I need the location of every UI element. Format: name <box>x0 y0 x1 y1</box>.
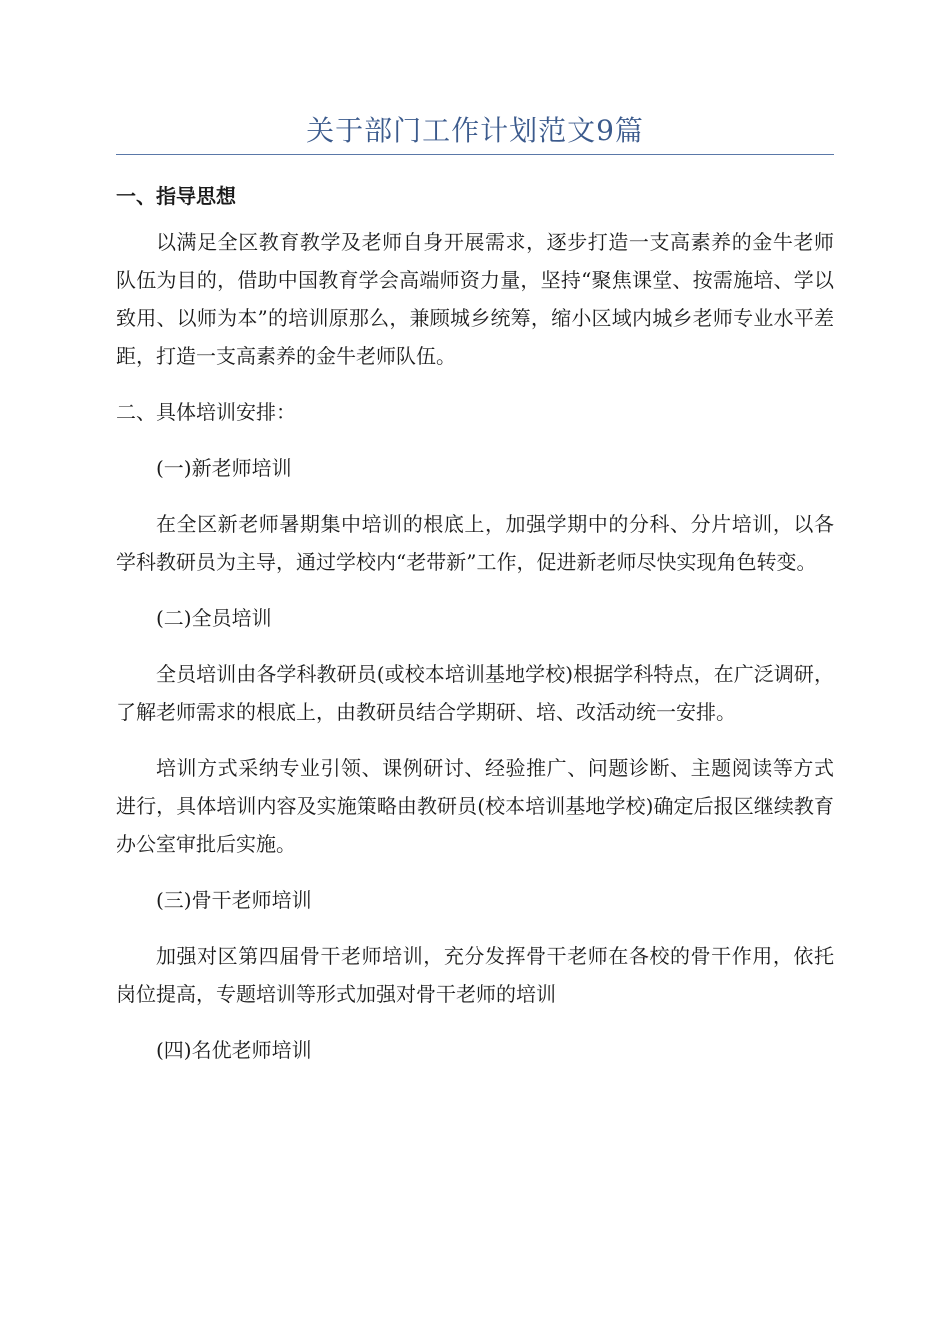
subheading-new-teacher-training: (一)新老师培训 <box>156 456 292 480</box>
subheading-excellent-teacher-training: (四)名优老师培训 <box>156 1038 312 1062</box>
paragraph-backbone-teacher-training: 加强对区第四届骨干老师培训，充分发挥骨干老师在各校的骨干作用，依托岗位提高，专题培训等形式加强对骨干老师的培训 <box>116 944 834 1006</box>
section-heading-training-arrangement: 二、具体培训安排： <box>116 400 296 424</box>
paragraph-all-staff-training-2: 培训方式采纳专业引领、课例研讨、经验推广、问题诊断、主题阅读等方式进行，具体培训内容及实施策略由教研员(校本培训基地学校)确定后报区继续教育办公室审批后实施。 <box>116 756 834 856</box>
spacer <box>116 581 834 599</box>
spacer <box>116 215 834 223</box>
spacer <box>116 863 834 881</box>
paragraph-guiding-ideology: 以满足全区教育教学及老师自身开展需求，逐步打造一支高素养的金牛老师队伍为目的，借助中国教育学会高端师资力量，坚持“聚焦课堂、按需施培、学以致用、以师为本”的培训原那么，兼顾城乡统筹，缩小区域内城乡老师专业水平差距，打造一支高素养的金牛老师队伍。 <box>116 230 834 368</box>
section-heading-guiding-ideology: 一、指导思想 <box>116 184 236 208</box>
spacer <box>116 487 834 505</box>
paragraph-new-teacher-training: 在全区新老师暑期集中培训的根底上，加强学期中的分科、分片培训，以各学科教研员为主导，通过学校内“老带新”工作，促进新老师尽快实现角色转变。 <box>116 512 834 574</box>
spacer <box>116 431 834 449</box>
spacer <box>116 919 834 937</box>
paragraph-all-staff-training-1: 全员培训由各学科教研员(或校本培训基地学校)根据学科特点，在广泛调研，了解老师需求的根底上，由教研员结合学期研、培、改活动统一安排。 <box>116 662 834 724</box>
spacer <box>116 1013 834 1031</box>
spacer <box>116 731 834 749</box>
subheading-backbone-teacher-training: (三)骨干老师培训 <box>156 888 312 912</box>
spacer <box>116 637 834 655</box>
subheading-all-staff-training: (二)全员培训 <box>156 606 272 630</box>
document-page <box>116 110 834 1069</box>
spacer <box>116 375 834 393</box>
document-title: 关于部门工作计划范文9篇 <box>116 110 834 155</box>
